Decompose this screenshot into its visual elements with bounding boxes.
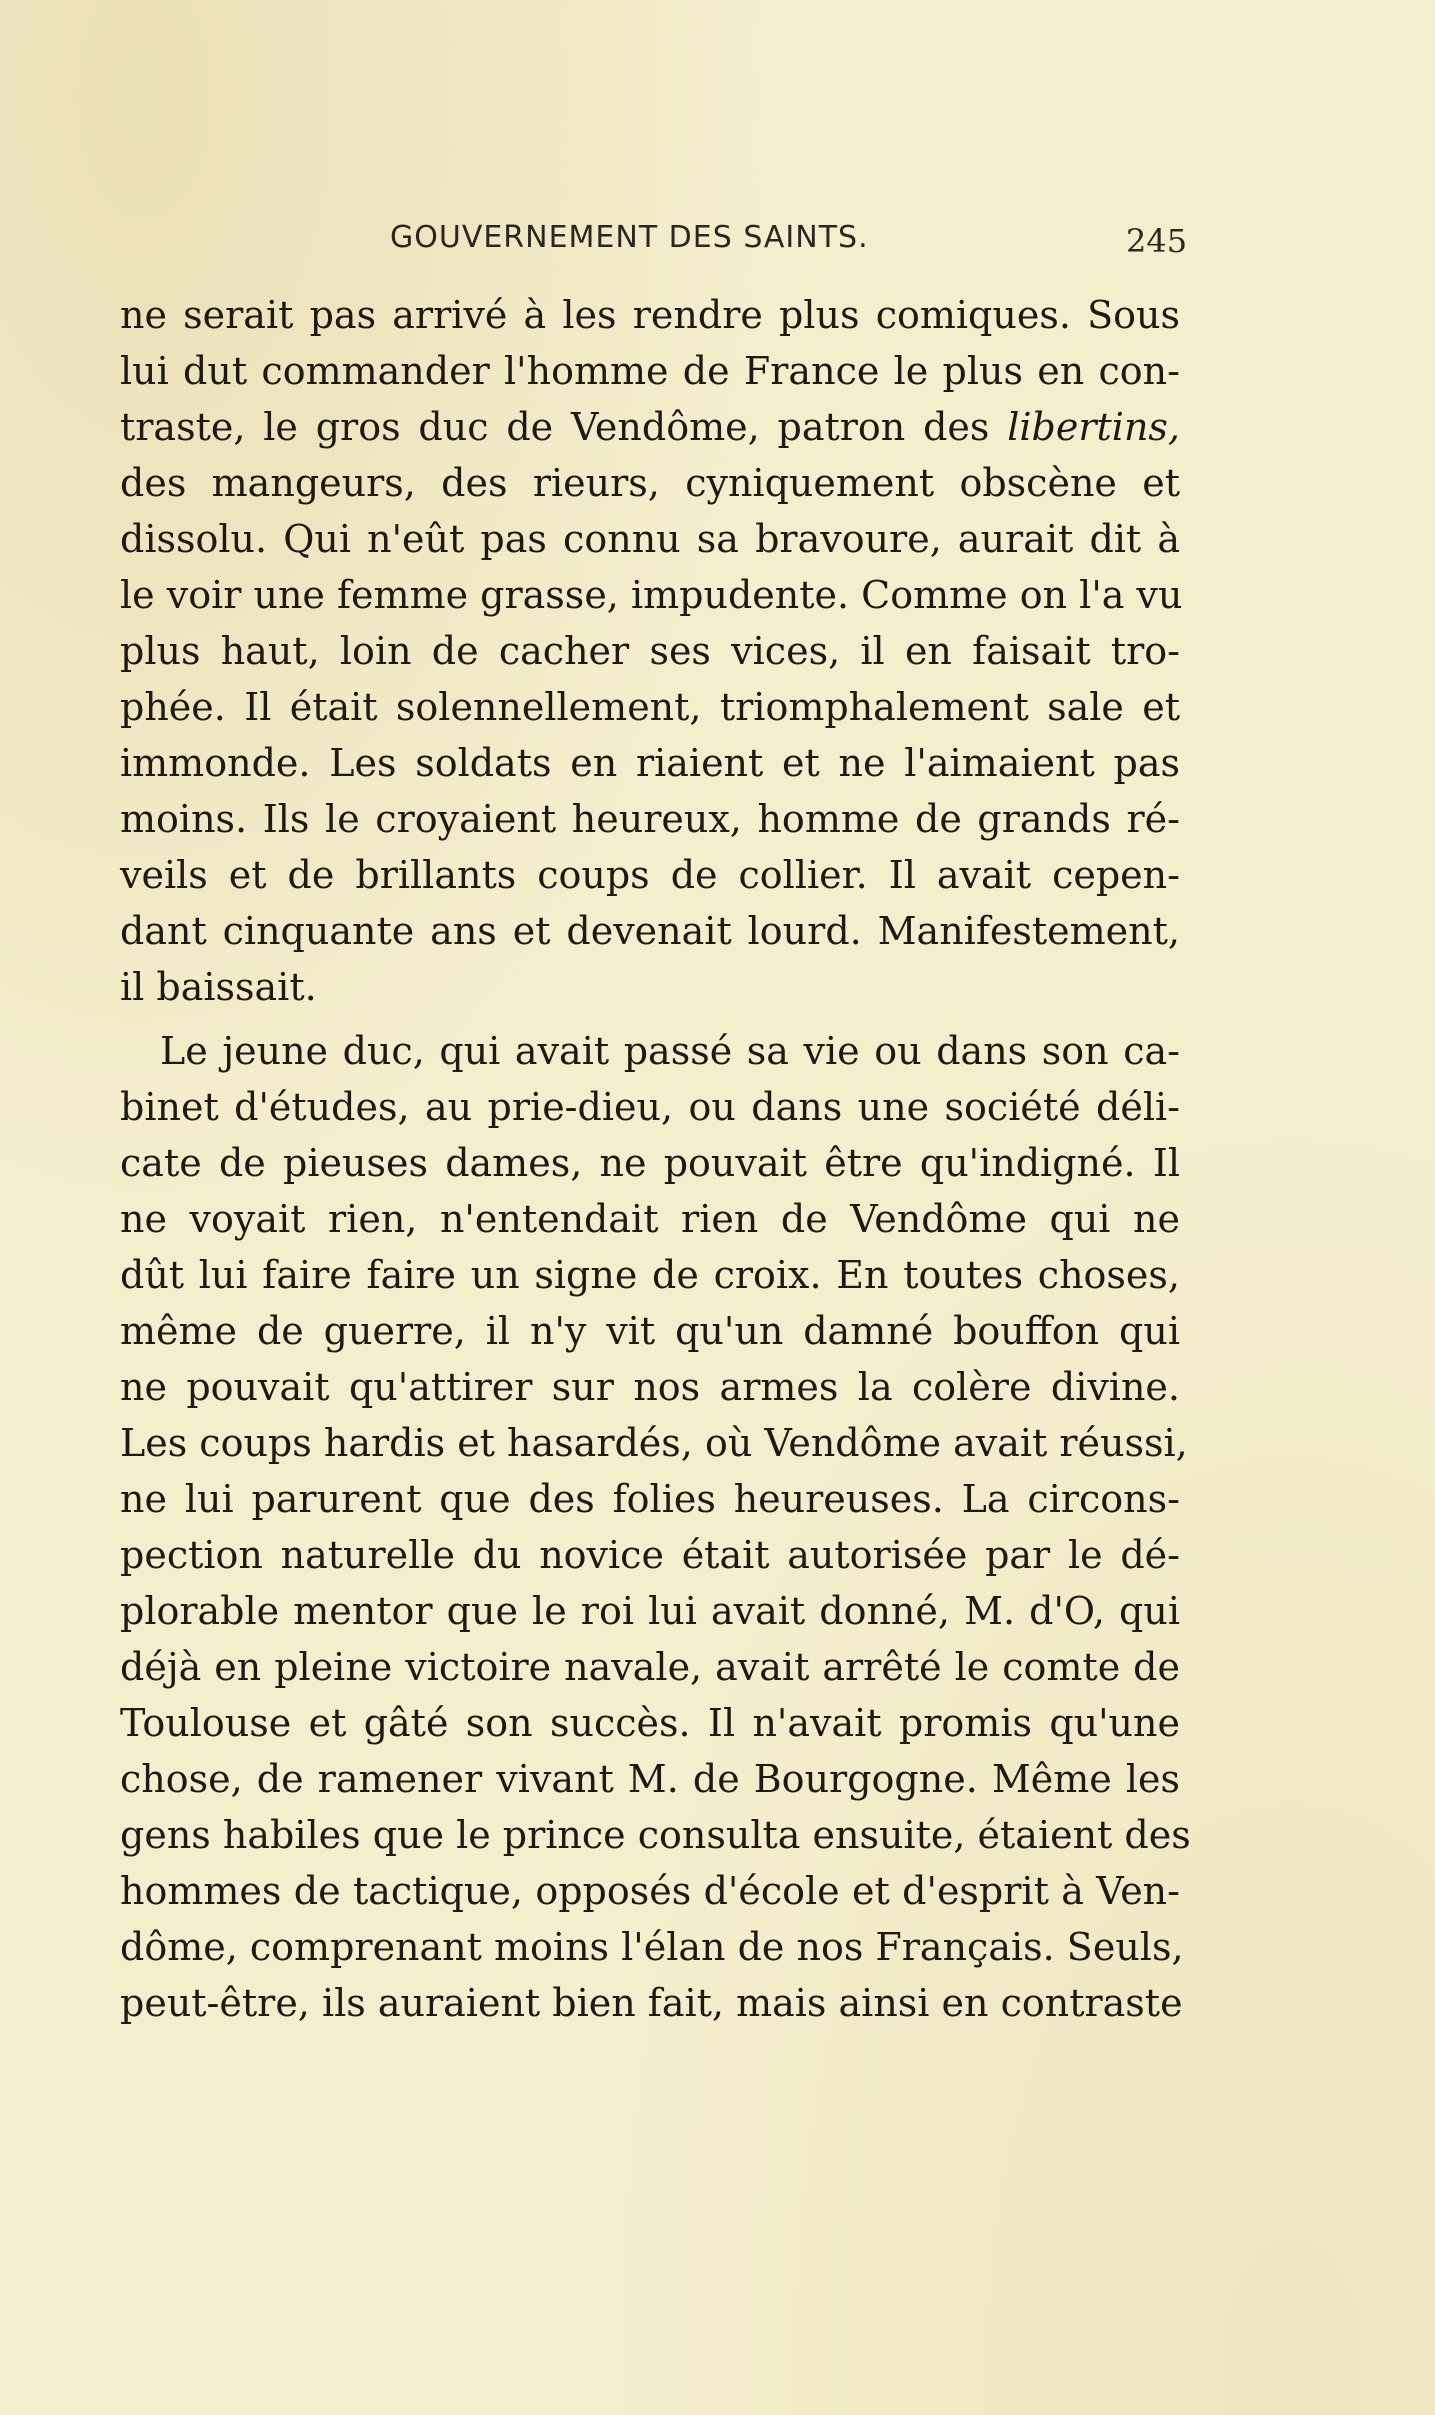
text-line: plus haut, loin de cacher ses vices, il en faisait tro- (120, 629, 1180, 673)
text-line: peut-être, ils auraient bien fait, mais ainsi en contraste (120, 1981, 1183, 2025)
running-head: GOUVERNEMENT DES SAINTS. (390, 220, 869, 255)
text-line: Toulouse et gâté son succès. Il n'avait promis qu'une (120, 1701, 1180, 1745)
text-line: binet d'études, au prie-dieu, ou dans une société déli- (120, 1085, 1180, 1129)
text-line: hommes de tactique, opposés d'école et d'esprit à Ven- (120, 1869, 1180, 1913)
text-fragment: traste, le gros duc de Vendôme, patron des (120, 405, 1008, 449)
text-line: immonde. Les soldats en riaient et ne l'aimaient pas (120, 741, 1180, 785)
text-line: phée. Il était solennellement, triomphalement sale et (120, 685, 1180, 729)
text-line: le voir une femme grasse, impudente. Comme on l'a vu (120, 573, 1183, 617)
text-line: chose, de ramener vivant M. de Bourgogne. Même les (120, 1757, 1180, 1801)
text-line: veils et de brillants coups de collier. Il avait cepen- (120, 853, 1180, 897)
italic-word: libertins, (1007, 405, 1180, 449)
text-line-with-italic (120, 399, 1180, 455)
text-line: pection naturelle du novice était autorisée par le dé- (120, 1533, 1180, 1577)
text-line: ne voyait rien, n'entendait rien de Vendôme qui ne (120, 1197, 1180, 1241)
text-line: Les coups hardis et hasardés, où Vendôme avait réussi, (120, 1421, 1188, 1465)
text-line: plorable mentor que le roi lui avait donné, M. d'O, qui (120, 1589, 1180, 1633)
text-line: Le jeune duc, qui avait passé sa vie ou dans son ca- (160, 1029, 1180, 1073)
paragraph-1 (120, 287, 1183, 1015)
text-line: gens habiles que le prince consulta ensuite, étaient des (120, 1813, 1191, 1857)
text-line: ne lui parurent que des folies heureuses. La circons- (120, 1477, 1180, 1521)
text-line: déjà en pleine victoire navale, avait arrêté le comte de (120, 1645, 1180, 1689)
text-line: cate de pieuses dames, ne pouvait être qu'indigné. Il (120, 1141, 1180, 1185)
text-line: dant cinquante ans et devenait lourd. Manifestement, (120, 909, 1180, 953)
paragraph-gap (120, 1015, 1180, 1023)
text-line: moins. Ils le croyaient heureux, homme de grands ré- (120, 797, 1180, 841)
text-line: des mangeurs, des rieurs, cyniquement obscène et (120, 461, 1180, 505)
text-line: dût lui faire faire un signe de croix. En toutes choses, (120, 1253, 1180, 1297)
text-line: ne serait pas arrivé à les rendre plus comiques. Sous (120, 293, 1180, 337)
text-line: dôme, comprenant moins l'élan de nos Français. Seuls, (120, 1925, 1184, 1969)
paragraph-2 (120, 1023, 1191, 2031)
text-line: ne pouvait qu'attirer sur nos armes la colère divine. (120, 1365, 1180, 1409)
text-line: lui dut commander l'homme de France le plus en con- (120, 349, 1180, 393)
text-line: il baissait. (120, 965, 317, 1009)
text-line: même de guerre, il n'y vit qu'un damné bouffon qui (120, 1309, 1180, 1353)
text-line: dissolu. Qui n'eût pas connu sa bravoure, aurait dit à (120, 517, 1180, 561)
page-number: 245 (1126, 222, 1188, 260)
body-text (120, 287, 1191, 2031)
